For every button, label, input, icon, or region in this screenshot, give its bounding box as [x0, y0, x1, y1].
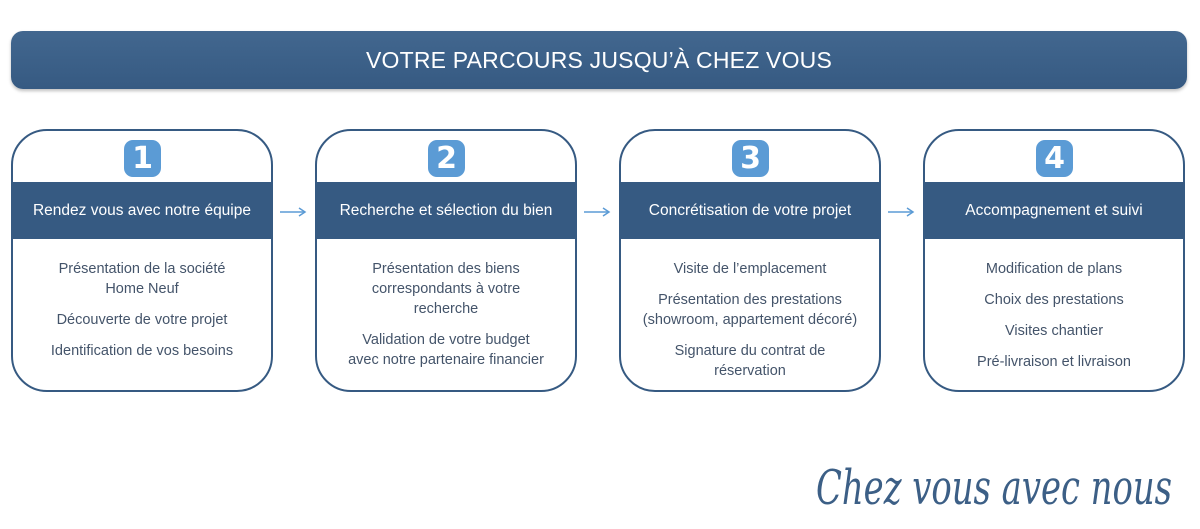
step-items [317, 259, 575, 381]
signature-logo [812, 438, 1182, 518]
step-item: Découverte de votre projet [56, 312, 228, 328]
step-title-band [621, 182, 879, 239]
step-item: Validation de votre budget avec notre partenaire financier [348, 332, 544, 368]
step-items [621, 259, 879, 392]
step-items [925, 259, 1183, 383]
signature-text: Chez vous avec nous [816, 460, 1172, 516]
step-number-badge: 4 [1036, 140, 1073, 177]
page-title: VOTRE PARCOURS JUSQU’À CHEZ VOUS [365, 46, 833, 73]
step-card-4 [923, 129, 1185, 392]
step-title: Concrétisation de votre projet [648, 201, 852, 219]
step-number-badge: 1 [124, 140, 161, 177]
step-title-band [317, 182, 575, 239]
step-item: Signature du contrat de réservation [674, 343, 826, 379]
step-card-1 [11, 129, 273, 392]
step-items [13, 259, 271, 372]
step-title: Recherche et sélection du bien [339, 201, 553, 219]
arrow-right-icon [280, 206, 308, 218]
step-item: Modification de plans [985, 261, 1123, 277]
step-card-3 [619, 129, 881, 392]
step-title: Accompagnement et suivi [965, 201, 1143, 219]
step-title-band [925, 182, 1183, 239]
step-item: Identification de vos besoins [50, 343, 234, 359]
title-banner [11, 31, 1187, 89]
step-item: Pré-livraison et livraison [977, 354, 1131, 370]
step-item: Choix des prestations [984, 292, 1124, 308]
step-number-badge: 3 [732, 140, 769, 177]
step-item: Visites chantier [1004, 323, 1104, 339]
step-title: Rendez vous avec notre équipe [32, 201, 251, 219]
step-item: Présentation de la société Home Neuf [58, 261, 226, 297]
step-title-band [13, 182, 271, 239]
step-number-badge: 2 [428, 140, 465, 177]
arrow-right-icon [888, 206, 916, 218]
step-item: Visite de l’emplacement [673, 261, 827, 277]
arrow-right-icon [584, 206, 612, 218]
step-card-2 [315, 129, 577, 392]
step-item: Présentation des biens correspondants à votre recherche [371, 261, 521, 317]
step-item: Présentation des prestations (showroom, appartement décoré) [642, 292, 858, 328]
